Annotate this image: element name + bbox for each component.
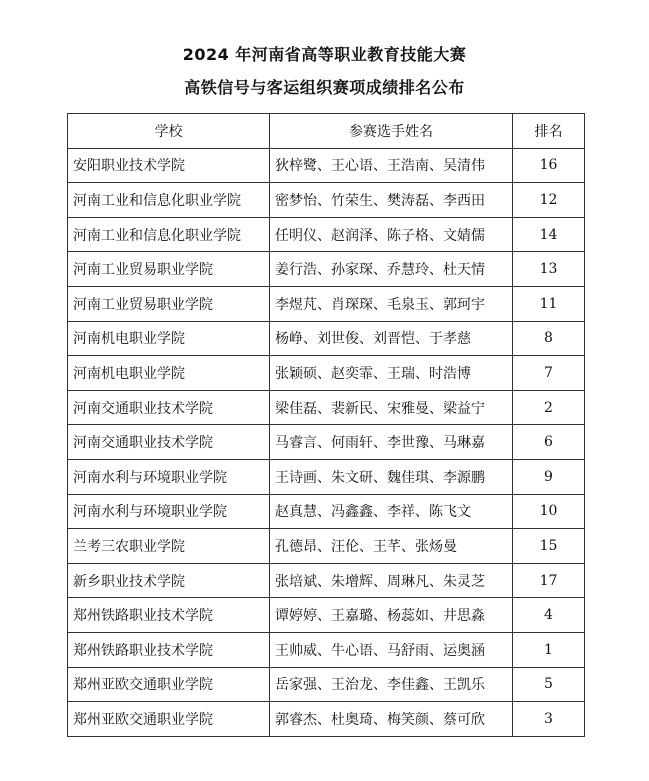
school-cell: 河南交通职业技术学院 bbox=[68, 390, 270, 425]
rank-cell: 7 bbox=[513, 356, 585, 391]
names-cell: 张培斌、朱增辉、周琳凡、朱灵芝 bbox=[270, 563, 513, 598]
rank-cell: 16 bbox=[513, 148, 585, 183]
table-row bbox=[68, 563, 585, 598]
names-cell: 杨峥、刘世俊、刘晋恺、于孝慈 bbox=[270, 321, 513, 356]
rank-cell: 2 bbox=[513, 390, 585, 425]
table-row bbox=[68, 356, 585, 391]
names-cell: 李煜芃、肖琛琛、毛泉玉、郭珂宇 bbox=[270, 286, 513, 321]
school-cell: 河南工业和信息化职业学院 bbox=[68, 217, 270, 252]
table-row bbox=[68, 529, 585, 564]
names-cell: 王帅威、牛心语、马舒雨、运奥涵 bbox=[270, 632, 513, 667]
school-cell: 新乡职业技术学院 bbox=[68, 563, 270, 598]
rank-cell: 12 bbox=[513, 183, 585, 218]
header-school: 学校 bbox=[68, 114, 270, 149]
table-row bbox=[68, 252, 585, 287]
names-cell: 狄梓鹭、王心语、王浩南、吴清伟 bbox=[270, 148, 513, 183]
rank-cell: 15 bbox=[513, 529, 585, 564]
school-cell: 河南水利与环境职业学院 bbox=[68, 494, 270, 529]
school-cell: 河南工业贸易职业学院 bbox=[68, 252, 270, 287]
names-cell: 孔德昂、汪伦、王芊、张炀曼 bbox=[270, 529, 513, 564]
names-cell: 王诗画、朱文研、魏佳琪、李源鹏 bbox=[270, 459, 513, 494]
table-row bbox=[68, 217, 585, 252]
names-cell: 岳家强、王治龙、李佳鑫、王凯乐 bbox=[270, 667, 513, 702]
table-row bbox=[68, 390, 585, 425]
names-cell: 任明仪、赵润泽、陈子格、文婧儒 bbox=[270, 217, 513, 252]
school-cell: 河南机电职业学院 bbox=[68, 321, 270, 356]
rank-cell: 10 bbox=[513, 494, 585, 529]
school-cell: 河南水利与环境职业学院 bbox=[68, 459, 270, 494]
header-names: 参赛选手姓名 bbox=[270, 114, 513, 149]
table-row bbox=[68, 702, 585, 737]
rank-cell: 5 bbox=[513, 667, 585, 702]
names-cell: 赵真慧、冯鑫鑫、李祥、陈飞文 bbox=[270, 494, 513, 529]
names-cell: 马睿言、何雨轩、李世豫、马琳嘉 bbox=[270, 425, 513, 460]
school-cell: 河南机电职业学院 bbox=[68, 356, 270, 391]
document-title-line2: 高铁信号与客运组织赛项成绩排名公布 bbox=[184, 78, 465, 97]
table-row bbox=[68, 598, 585, 633]
rank-cell: 1 bbox=[513, 632, 585, 667]
rank-cell: 14 bbox=[513, 217, 585, 252]
header-rank: 排名 bbox=[513, 114, 585, 149]
results-table bbox=[67, 113, 585, 737]
school-cell: 河南工业贸易职业学院 bbox=[68, 286, 270, 321]
rank-cell: 9 bbox=[513, 459, 585, 494]
table-row bbox=[68, 286, 585, 321]
table-row bbox=[68, 425, 585, 460]
rank-cell: 3 bbox=[513, 702, 585, 737]
table-header-row bbox=[68, 114, 585, 149]
table-row bbox=[68, 183, 585, 218]
school-cell: 兰考三农职业学院 bbox=[68, 529, 270, 564]
school-cell: 郑州铁路职业技术学院 bbox=[68, 598, 270, 633]
table-row bbox=[68, 632, 585, 667]
table-row bbox=[68, 667, 585, 702]
names-cell: 密梦怡、竹荣生、樊涛磊、李西田 bbox=[270, 183, 513, 218]
rank-cell: 11 bbox=[513, 286, 585, 321]
school-cell: 河南工业和信息化职业学院 bbox=[68, 183, 270, 218]
table-row bbox=[68, 459, 585, 494]
rank-cell: 13 bbox=[513, 252, 585, 287]
school-cell: 郑州亚欧交通职业学院 bbox=[68, 702, 270, 737]
names-cell: 郭睿杰、杜奥琦、梅笑颜、蔡可欣 bbox=[270, 702, 513, 737]
document-title-line1: 2024 年河南省高等职业教育技能大赛 bbox=[182, 45, 467, 64]
table-row bbox=[68, 321, 585, 356]
names-cell: 张颖硕、赵奕霏、王瑞、时浩博 bbox=[270, 356, 513, 391]
school-cell: 河南交通职业技术学院 bbox=[68, 425, 270, 460]
names-cell: 谭婷婷、王嘉璐、杨蕊如、井思淼 bbox=[270, 598, 513, 633]
school-cell: 安阳职业技术学院 bbox=[68, 148, 270, 183]
table-row bbox=[68, 494, 585, 529]
rank-cell: 6 bbox=[513, 425, 585, 460]
school-cell: 郑州铁路职业技术学院 bbox=[68, 632, 270, 667]
names-cell: 梁佳磊、裴新民、宋雅曼、梁益宁 bbox=[270, 390, 513, 425]
school-cell: 郑州亚欧交通职业学院 bbox=[68, 667, 270, 702]
rank-cell: 8 bbox=[513, 321, 585, 356]
names-cell: 姜行浩、孙家琛、乔慧玲、杜天情 bbox=[270, 252, 513, 287]
rank-cell: 4 bbox=[513, 598, 585, 633]
rank-cell: 17 bbox=[513, 563, 585, 598]
table-row bbox=[68, 148, 585, 183]
